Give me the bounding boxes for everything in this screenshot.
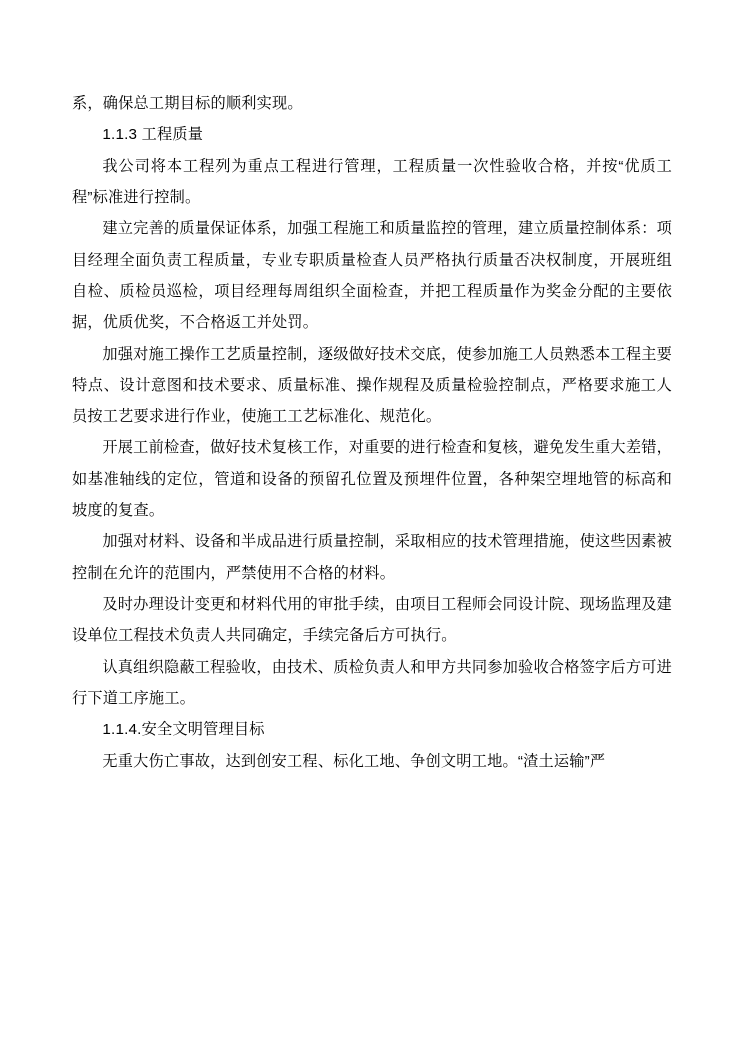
document-body (72, 88, 672, 777)
paragraph-material-control: 加强对材料、设备和半成品进行质量控制，采取相应的技术管理措施，使这些因素被控制在允许的范围内，严禁使用不合格的材料。 (72, 533, 672, 582)
heading-1-1-4: 1.1.4.安全文明管理目标 (102, 721, 265, 739)
paragraph-pre-construction-check: 开展工前检查，做好技术复核工作，对重要的进行检查和复核，避免发生重大差错，如基准轴线的定位，管道和设备的预留孔位置及预埋件位置，各种架空埋地管的标高和坡度的复查。 (72, 439, 672, 520)
paragraph-safety-goal: 无重大伤亡事故，达到创安工程、标化工地、争创文明工地。“渣土运输”严 (102, 752, 606, 770)
paragraph-continuation-line: 系，确保总工期目标的顺利实现。 (72, 95, 303, 112)
paragraph-concealed-acceptance: 认真组织隐蔽工程验收，由技术、质检负责人和甲方共同参加验收合格签字后方可进行下道工序施工。 (72, 658, 672, 707)
paragraph-quality-key-project: 我公司将本工程列为重点工程进行管理，工程质量一次性验收合格，并按“优质工程”标准进行控制。 (72, 157, 672, 206)
paragraph-process-control: 加强对施工操作工艺质量控制，逐级做好技术交底，使参加施工人员熟悉本工程主要特点、设计意图和技术要求、质量标准、操作规程及质量检验控制点，严格要求施工人员按工艺要求进行作业，使施工工艺标准化、规范化。 (72, 345, 672, 426)
paragraph-quality-system: 建立完善的质量保证体系，加强工程施工和质量监控的管理，建立质量控制体系：项目经理全面负责工程质量，专业专职质量检查人员严格执行质量否决权制度，开展班组自检、质检员巡检，项目经理每周组织全面检查，并把工程质量作为奖金分配的主要依据，优质优奖，不合格返工并处罚。 (72, 220, 672, 332)
paragraph-design-change: 及时办理设计变更和材料代用的审批手续，由项目工程师会同设计院、现场监理及建设单位工程技术负责人共同确定，手续完备后方可执行。 (72, 596, 672, 645)
heading-1-1-3: 1.1.3 工程质量 (102, 126, 204, 144)
